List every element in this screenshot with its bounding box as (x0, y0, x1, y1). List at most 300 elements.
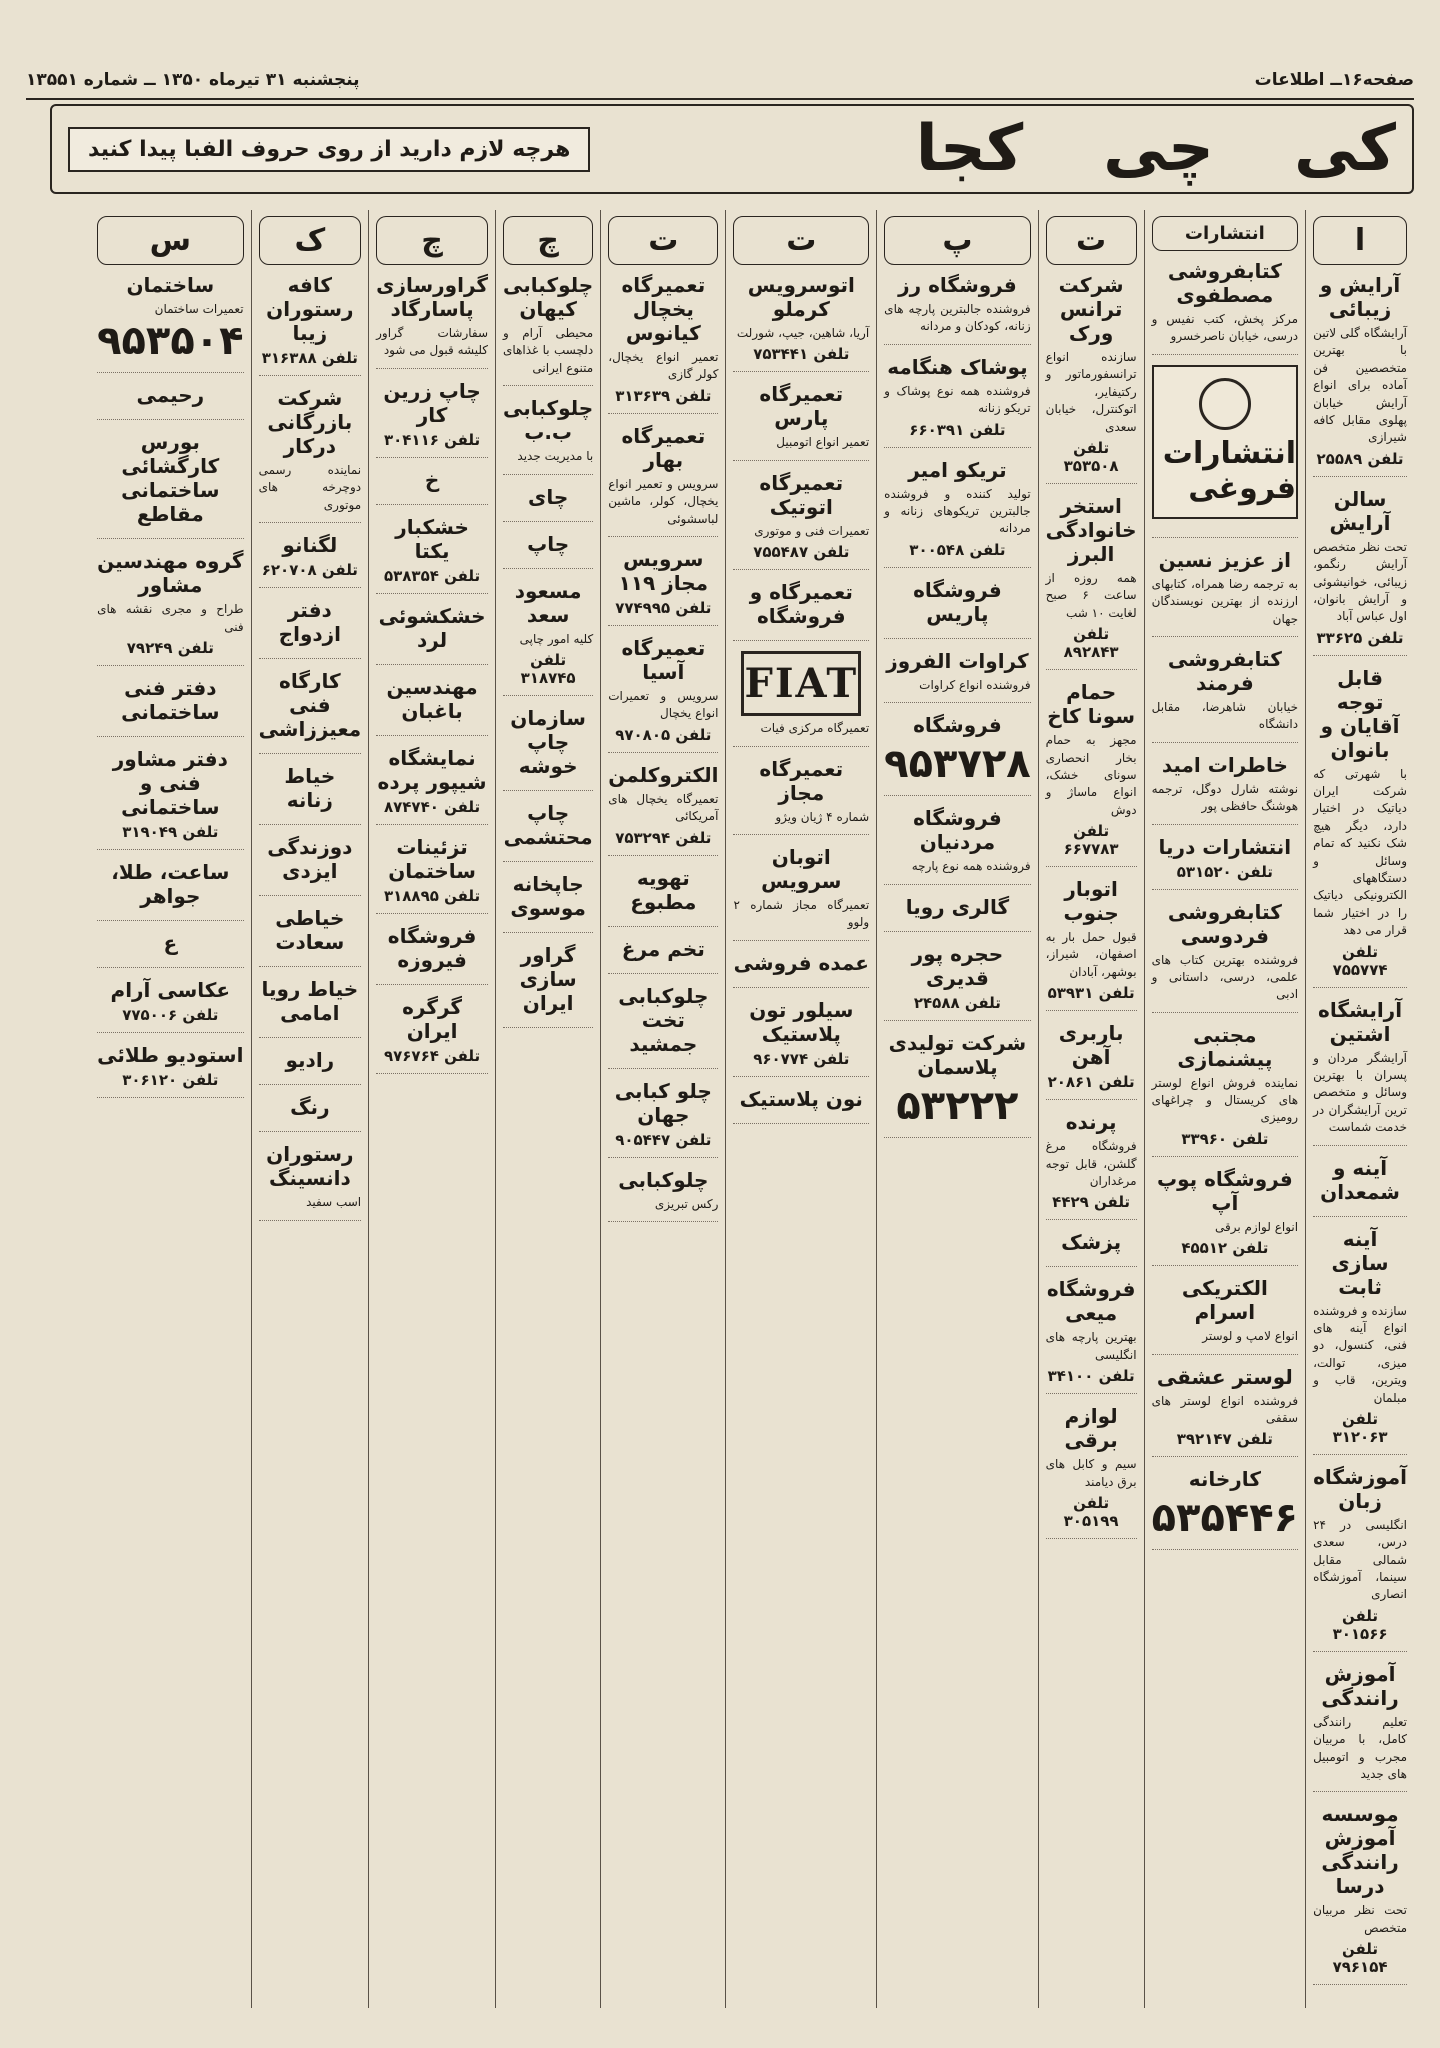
ad-body: تعمیرگاه مرکزی فیات (760, 721, 870, 736)
classified-ad (97, 383, 243, 420)
ad-body: تعمیرات فنی و موتوری (754, 523, 870, 538)
classified-ad (733, 651, 869, 746)
classified-ad (1046, 877, 1137, 1011)
ad-title: باربری آهن (1058, 1021, 1124, 1070)
ad-title: حجره پور قدیری (911, 941, 1004, 990)
ad-title: کراوات الفروز (886, 648, 1029, 673)
classified-ad (1313, 1156, 1407, 1217)
ad-title: ساعت، طلا، جواهر (111, 860, 230, 909)
ad-title: تخم مرغ (621, 936, 705, 961)
ad-phone: تلفن ۶۶۰۳۹۱ (909, 420, 1006, 439)
ad-body: با مدیریت جدید (517, 449, 594, 464)
classified-ad (1046, 494, 1137, 670)
classified-ad (884, 713, 1030, 796)
ad-phone: تلفن ۶۲۰۷۰۸ (261, 561, 358, 580)
ad-body: اسب سفید (306, 1195, 362, 1210)
ad-column (495, 210, 600, 2008)
ad-title: رادیو (285, 1048, 335, 1073)
publisher-name: انتشارات فروغی (1162, 435, 1297, 506)
ad-phone: تلفن ۷۹۲۴۹ (126, 639, 214, 658)
ad-title: تزئینات ساختمان (388, 834, 476, 883)
ad-phone: تلفن ۳۱۲۰۶۳ (1332, 1409, 1388, 1446)
classified-ad (376, 746, 488, 825)
ad-body: تعمیرات ساختمان (154, 302, 244, 316)
ad-body: فروشگاه مرغ گلشن، قابل توجه مرغداران (1045, 1139, 1137, 1189)
ad-title: آینه سازی ثابت (1331, 1226, 1389, 1299)
ad-title: از عزیز نسین (1158, 547, 1292, 572)
ad-title: تعمیرگاه مجاز (759, 756, 844, 805)
classified-ad (376, 604, 488, 665)
classified-ad (376, 379, 488, 458)
ad-title: فروشگاه رز (898, 273, 1017, 297)
classified-ad (608, 763, 718, 856)
classified-ad (376, 835, 488, 914)
ad-title: کتابفروشی فرمند (1167, 646, 1282, 695)
banner-word: کجا (915, 112, 1024, 186)
ad-phone: تلفن ۷۵۳۴۴۱ (753, 345, 850, 364)
ad-title: شرکت بازرگانی درکار (267, 386, 353, 458)
ad-title: دفتر ازدواج (278, 598, 342, 647)
classified-ad (884, 895, 1030, 932)
ad-title: اتوسرویس کرملو (747, 273, 855, 321)
ad-title: ساختمان (126, 273, 215, 297)
ad-title: خیاطی سعادت (275, 906, 345, 955)
ad-title: گرگره ایران (402, 994, 463, 1043)
classified-ad (259, 1095, 362, 1132)
ad-title: چاپ محتشمی (503, 800, 593, 849)
classified-ad (1046, 1230, 1137, 1267)
ad-phone: تلفن ۲۰۸۶۱ (1047, 1073, 1135, 1092)
classified-ad (884, 355, 1030, 448)
ad-title: خیاط زنانه (284, 764, 336, 813)
ad-title: تعمیرگاه آسیا (621, 635, 706, 684)
ad-title: پوشاک هنگامه (887, 354, 1028, 379)
ad-phone: تلفن ۹۷۶۷۶۴ (383, 1046, 481, 1065)
ad-title: مسعود سعد (514, 578, 582, 627)
ad-title: قابل توجه آقایان و بانوان (1320, 665, 1400, 762)
classified-ad (1313, 1227, 1407, 1455)
ad-title: تریکو امیر (908, 457, 1007, 482)
classified-ad (733, 757, 869, 835)
ad-column (725, 210, 876, 2008)
ad-column (600, 210, 725, 2008)
ad-title: پرنده (1065, 1110, 1117, 1135)
classified-ad (733, 1087, 869, 1124)
classified-ad (733, 998, 869, 1077)
ad-title: تعمیرگاه بهار (621, 423, 706, 472)
classified-ad (259, 598, 362, 659)
ad-body: مرکز پخش، کتب نفیس و درسی، خیابان ناصرخسرو (1151, 312, 1299, 344)
ad-title: تعمیرگاه پارس (759, 382, 844, 431)
classified-ad (97, 549, 243, 666)
classified-ad (503, 532, 593, 569)
ad-phone: تلفن ۳۳۶۲۵ (1316, 628, 1404, 647)
ad-body: طراح و مجری نقشه های فنی (97, 602, 244, 634)
classified-ad (1152, 753, 1298, 825)
ad-phone: تلفن ۵۳۹۳۱ (1047, 984, 1135, 1003)
classified-ad (608, 273, 718, 414)
ad-body: نوشته شارل دوگل، ترجمه هوشنگ حافظی پور (1151, 781, 1299, 814)
classified-ad (1046, 1110, 1137, 1220)
ad-phone: تلفن ۳۰۱۵۶۶ (1332, 1606, 1388, 1643)
ad-title: تعمیرگاه و فروشگاه (749, 580, 853, 629)
ad-title: چلوکبابی کیهان (503, 273, 594, 321)
ad-title: گالری رویا (905, 894, 1010, 919)
ad-title: چای (527, 484, 569, 509)
ad-phone: تلفن ۹۰۵۴۴۷ (615, 1130, 712, 1149)
ad-title: دفتر مشاور فنی و ساختمانی (112, 747, 228, 820)
classified-ad (1152, 365, 1298, 538)
classified-ad (608, 1168, 718, 1222)
column-header: چ (376, 216, 488, 265)
ad-phone: تلفن ۳۰۵۱۹۹ (1063, 1493, 1119, 1530)
classified-ad (884, 806, 1030, 884)
ad-phone: تلفن ۷۵۵۷۷۴ (1332, 942, 1388, 979)
page-label: صفحه۱۶ــ اطلاعات (1254, 70, 1414, 90)
ad-title: الکتروکلمن (608, 762, 719, 787)
classified-ad (503, 872, 593, 933)
ad-body: بهترین پارچه های انگلیسی (1045, 1330, 1137, 1362)
classified-ad (733, 273, 869, 372)
ad-phone: تلفن ۸۹۲۸۴۳ (1063, 625, 1119, 662)
classified-ad (97, 1043, 243, 1098)
ad-body: نماینده رسمی دوچرخه های موتوری (258, 463, 362, 512)
ad-title: پزشک (1061, 1230, 1122, 1255)
classified-ad (1313, 998, 1407, 1146)
classified-ad (376, 675, 488, 736)
ad-phone: تلفن ۲۴۵۸۸ (913, 993, 1001, 1012)
classified-ad (1313, 487, 1407, 656)
ad-body: تولید کننده و فروشنده جالبترین تریکوهای زنانه و مردانه (884, 486, 1031, 536)
ad-title: لگنانو (282, 533, 338, 558)
ad-title: جاپخانه موسوی (510, 871, 586, 920)
ad-body: مجهز به حمام بخار انحصاری سونای خشک، انواع ماساژ و دوش (1045, 733, 1137, 817)
ad-body: سازنده انواع ترانسفورماتور و رکتیفایر، اتوکنترل، خیابان سعدی (1045, 350, 1137, 434)
classified-ad (884, 649, 1030, 703)
ad-phone: ۵۳۵۴۴۶ (1151, 1495, 1299, 1542)
ad-title: الکتریکی اسرام (1181, 1276, 1268, 1325)
classified-ad (1152, 835, 1298, 890)
classified-ad (503, 801, 593, 862)
classified-ad (503, 396, 593, 474)
classified-ad (884, 458, 1030, 568)
ad-body: فروشنده همه نوع پارچه (911, 859, 1031, 874)
ad-phone: تلفن ۳۹۲۱۴۷ (1176, 1430, 1273, 1449)
classified-ad (1313, 1465, 1407, 1652)
classified-ad (1152, 1167, 1298, 1266)
column-header: ت (608, 216, 718, 265)
classified-ad (503, 579, 593, 696)
ad-phone: تلفن ۳۱۶۳۸۸ (261, 349, 358, 367)
ad-body: تعمیر انواع اتومبیل (776, 435, 870, 450)
ad-title: دوزندگی ایزدی (267, 835, 353, 884)
classified-ad (259, 977, 362, 1038)
ad-body: تحت نظر متخصص آرایش رنگمو، زیبائی، خوانیشوئی و آرایش بانوان، اول عباس آباد (1313, 539, 1407, 624)
ad-title: سیلور تون پلاستیک (749, 997, 854, 1046)
classified-ad (97, 860, 243, 921)
ad-title: سالن آرایش (1329, 486, 1391, 535)
classified-ad (259, 764, 362, 825)
ad-title: مجتبی پیشنمازی (1177, 1022, 1273, 1071)
ad-body: سیم و کابل های برق دیامند (1045, 1457, 1137, 1489)
ad-title: خیاط رویا امامی (261, 977, 359, 1026)
classified-ad (1313, 1802, 1407, 1985)
ad-title: کارخانه (1188, 1467, 1261, 1492)
ad-title: خشکبار یکتا (395, 514, 469, 563)
ad-title: مهندسین باغبان (386, 674, 478, 723)
classified-ad (259, 669, 362, 754)
ad-phone: تلفن ۶۶۷۷۸۳ (1063, 822, 1119, 859)
ad-title: گراورسازی پاسارگاد (376, 273, 489, 321)
ad-phone: ۹۵۳۷۲۸ (884, 741, 1031, 788)
ad-title: تهویه مطبوع (630, 865, 697, 914)
ad-body: آریا، شاهین، جیپ، شورلت (736, 326, 870, 340)
classified-ad (259, 1142, 362, 1220)
classified-ad (608, 1079, 718, 1158)
classified-ad (608, 866, 718, 927)
ad-body: سازنده و فروشنده انواع آینه های فنی، کنسول، دو میزی، توالت، ویترین، قاب و مبلمان (1313, 1303, 1407, 1405)
ad-phone: تلفن ۷۷۴۹۹۵ (615, 598, 712, 617)
ad-phone: تلفن ۴۴۲۹ (1052, 1193, 1131, 1212)
ad-title: کافه رستوران زیبا (266, 273, 354, 345)
ad-phone: تلفن ۹۶۰۷۷۴ (753, 1049, 850, 1068)
ad-phone: تلفن ۳۰۴۱۱۶ (383, 430, 481, 449)
ad-title: کتابفروشی مصطفوی (1167, 259, 1282, 307)
banner-words (916, 112, 1396, 186)
ad-body: انگلیسی در ۲۴ درس، سعدی شمالی مقابل سینما، آموزشگاه انصاری (1313, 1517, 1407, 1602)
classified-ad (733, 951, 869, 988)
classified-ad (503, 943, 593, 1028)
ad-title: نون پلاستیک (739, 1086, 863, 1111)
ad-phone: تلفن ۳۱۳۶۳۹ (615, 386, 712, 405)
ad-body: تحت نظر مربیان متخصص (1313, 1903, 1407, 1935)
ad-title: شرکت تولیدی پلاسمان (888, 1030, 1027, 1079)
classified-ad (608, 547, 718, 626)
classified-ad (376, 995, 488, 1074)
classified-ad (259, 533, 362, 588)
ad-title: چاپ زرین کار (383, 378, 481, 427)
classified-ad (1152, 259, 1298, 355)
ad-column (1305, 210, 1414, 2008)
ad-title: لوستر عشقی (1156, 1364, 1293, 1389)
classified-ad (884, 273, 1030, 345)
classified-ad (1313, 273, 1407, 477)
ad-title: سازمان چاپ خوشه (510, 705, 586, 778)
ad-title: چاپ (527, 531, 570, 556)
ad-phone: تلفن ۷۷۵۰۰۶ (122, 1006, 219, 1025)
classified-ad (376, 273, 488, 369)
ad-title: آموزش رانندگی (1321, 1661, 1399, 1710)
classified-ad (503, 706, 593, 791)
classified-ad (733, 845, 869, 941)
classified-ad (884, 578, 1030, 639)
ad-title: آموزشگاه زبان (1313, 1464, 1407, 1513)
banner-slogan: هرچه لازم دارید از روی حروف الفبا پیدا کنید (68, 127, 590, 172)
ad-column (876, 210, 1037, 2008)
ad-phone: تلفن ۳۴۱۰۰ (1047, 1367, 1135, 1386)
ad-phone: تلفن ۵۳۱۵۲۰ (1176, 862, 1273, 881)
classified-ad (1152, 647, 1298, 743)
ad-title: اتوبار جنوب (1063, 877, 1119, 926)
classified-ad (733, 382, 869, 460)
column-header: ت (733, 216, 869, 265)
ad-title: فروشگاه فیروزه (387, 923, 477, 972)
column-header: ا (1313, 216, 1407, 265)
ad-title: عکاسی آرام (110, 978, 231, 1003)
ad-body: تعمیر انواع یخچال، کولر گازی (608, 350, 719, 382)
ad-phone: تلفن ۷۵۳۲۹۴ (615, 828, 712, 847)
classified-ad (259, 273, 362, 376)
date-label: پنجشنبه ۳۱ تیرماه ۱۳۵۰ ــ شماره ۱۳۵۵۱ (26, 70, 360, 90)
ad-phone: تلفن ۵۳۸۳۵۴ (383, 566, 481, 585)
ad-title: فروشگاه میعی (1046, 1277, 1136, 1326)
ad-title: اتوبان سرویس (761, 844, 842, 893)
ad-phone: تلفن ۳۳۹۶۰ (1181, 1129, 1269, 1148)
ad-phone: ۹۵۳۵۰۴ (97, 318, 244, 365)
ad-title: کارگاه فنی معیززاشی (258, 669, 362, 742)
classified-ad (884, 1031, 1030, 1138)
ad-title: گراور سازی ایران (519, 942, 577, 1015)
ad-title: فروشگاه مردنیان (913, 806, 1002, 855)
classified-ad (376, 515, 488, 594)
classified-ad (884, 942, 1030, 1021)
ad-phone: تلفن ۹۷۰۸۰۵ (615, 725, 712, 744)
ad-phone: تلفن ۳۱۸۸۹۵ (383, 886, 481, 905)
ad-title: رستوران دانسینگ (266, 1142, 354, 1191)
ad-body: محیطی آرام و دلچسب با غذاهای متنوع ایرانی (503, 326, 594, 375)
classified-ad (1152, 1276, 1298, 1354)
classified-ad (259, 906, 362, 967)
ad-body: سفارشات گراور کلیشه قبول می شود (376, 326, 489, 358)
ad-column (1144, 210, 1305, 2008)
ad-title: فروشگاه (913, 713, 1002, 738)
ad-body: شماره ۴ ژیان ویژو (775, 809, 870, 824)
column-header: چ (503, 216, 593, 265)
ad-title: شرکت ترانس ورک (1058, 273, 1124, 345)
ad-title: استودیو طلائی (97, 1043, 244, 1068)
ad-body: خیابان شاهرضا، مقابل دانشگاه (1151, 699, 1299, 732)
classified-ad (376, 924, 488, 985)
ad-title: بورس کارگشائی ساختمانی مقاطع (121, 430, 220, 527)
ad-body: رکس تبریزی (654, 1196, 719, 1211)
ad-body: تعلیم رانندگی کامل، با مربیان مجرب و اتومبیل های جدید (1313, 1714, 1407, 1782)
classified-ad (97, 430, 243, 539)
page-header-bar (26, 62, 1414, 100)
ad-title: خشکشوئی لرد (378, 603, 486, 652)
ad-title: آرایش و زیبائی (1319, 273, 1401, 321)
classified-ad (503, 273, 593, 386)
ad-column (368, 210, 495, 2008)
classified-ad (608, 937, 718, 974)
ad-phone: تلفن ۷۹۶۱۵۴ (1332, 1940, 1388, 1977)
ad-title: گروه مهندسین مشاور (97, 549, 244, 598)
classified-ad (1046, 1277, 1137, 1394)
ad-column (251, 210, 369, 2008)
classified-ad (608, 984, 718, 1069)
ad-title: لوازم برقی (1064, 1404, 1118, 1453)
ad-phone: تلفن ۸۷۴۷۴۰ (383, 797, 481, 816)
ad-body: تعمیرگاه مجاز شماره ۲ ولوو (733, 897, 870, 930)
classified-ad (1152, 548, 1298, 637)
ad-column (1038, 210, 1144, 2008)
classified-ad (608, 636, 718, 753)
ad-title: رنگ (290, 1095, 330, 1120)
classified-ad (1046, 1021, 1137, 1100)
ad-body: با شهرتی که شرکت ایران دیاتیک در اختیار دارد، دیگر هیچ شک نکنید که تمام وسائل و دستگاههای الکترونیکی دیاتیک را در اختیار شما قرار می دهد (1313, 766, 1407, 938)
ad-phone: تلفن ۳۰۶۱۲۰ (122, 1071, 219, 1090)
ad-phone: ۵۳۲۲۲ (896, 1082, 1019, 1129)
fiat-logo: FIAT (741, 651, 861, 716)
ad-title: چلوکبابی تخت جمشید (618, 983, 709, 1056)
ad-title: استخر خانوادگی البرز (1045, 493, 1137, 566)
ad-body: سرویس و تعمیرات انواع یخچال (608, 688, 719, 721)
ad-phone: تلفن ۷۵۵۴۸۷ (753, 543, 850, 562)
classified-ad (1152, 1467, 1298, 1550)
banner-word: کی (1294, 112, 1396, 186)
ad-title: تعمیرگاه اتوتیک (759, 470, 844, 519)
classified-ad (97, 273, 243, 373)
ad-body: فروشنده همه نوع پوشاک و تریکو زنانه (884, 383, 1031, 416)
banner-word: چی (1103, 112, 1215, 186)
ad-body: فروشنده انواع کراوات (919, 677, 1031, 692)
column-header: س (97, 216, 243, 265)
ad-title: موسسه آموزش رانندگی درسا (1321, 1802, 1399, 1899)
classified-ad (733, 580, 869, 641)
ad-title: فروشگاه پوپ آپ (1157, 1166, 1293, 1215)
ad-body: کلیه امور چاپی (519, 631, 594, 646)
classified-ad (97, 931, 243, 968)
classified-ad (733, 471, 869, 570)
ad-phone: تلفن ۲۵۵۸۹ (1316, 449, 1404, 468)
ad-phone: تلفن ۳۰۰۵۴۸ (909, 540, 1006, 559)
ad-title: کتابفروشی فردوسی (1167, 899, 1282, 948)
classified-ad (1152, 900, 1298, 1013)
ad-title: آینه و شمعدان (1320, 1155, 1400, 1204)
ad-title: تعمیرگاه یخچال کیانوس (621, 273, 706, 345)
ad-title: سرویس مجاز ۱۱۹ (618, 546, 709, 595)
ad-body: فروشنده بهترین کتاب های علمی، درسی، داستانی و ادبی (1151, 952, 1299, 1002)
ad-body: قبول حمل بار به اصفهان، شیراز، بوشهر، آبادان (1045, 930, 1137, 979)
ad-title: چلوکبابی ب.ب (503, 396, 594, 445)
classified-ad (1152, 1365, 1298, 1458)
column-header: ک (259, 216, 362, 265)
column-header: ت (1046, 216, 1137, 265)
ad-title: چلو کبابی جهان (614, 1078, 712, 1127)
ad-body: نماینده فروش انواع لوستر های کریستال و چراغهای رومیزی (1151, 1075, 1299, 1125)
classified-ad (97, 676, 243, 737)
ad-columns (26, 210, 1414, 2008)
ad-title: خ (424, 467, 440, 492)
ad-column (90, 210, 250, 2008)
ad-title: ع (163, 931, 178, 956)
ad-body: انواع لامپ و لوستر (1202, 1329, 1299, 1344)
ad-body: انواع لوازم برقی (1214, 1219, 1299, 1234)
ad-title: چلوکبابی (618, 1167, 709, 1192)
classified-ad (259, 386, 362, 523)
classifieds-banner (50, 104, 1414, 194)
ad-body: تعمیرگاه یخچال های آمریکائی (608, 791, 719, 824)
ad-body: سرویس و تعمیر انواع یخچال، کولر، ماشین لباسشوئی (608, 476, 719, 526)
ad-title: انتشارات دریا (1158, 834, 1292, 859)
column-header: پ (884, 216, 1030, 265)
classified-ad (376, 468, 488, 505)
ad-body: به ترجمه رضا همراه، کتابهای ارزنده از بهترین نویسندگان جهان (1151, 576, 1299, 626)
classified-ad (1152, 1023, 1298, 1157)
ad-phone: تلفن ۴۵۵۱۲ (1181, 1239, 1269, 1258)
classified-ad (97, 747, 243, 850)
ad-title: دفتر فنی ساختمانی (121, 676, 220, 725)
ad-body: فروشنده جالبترین پارچه های زنانه، کودکان و مردانه (884, 302, 1031, 334)
